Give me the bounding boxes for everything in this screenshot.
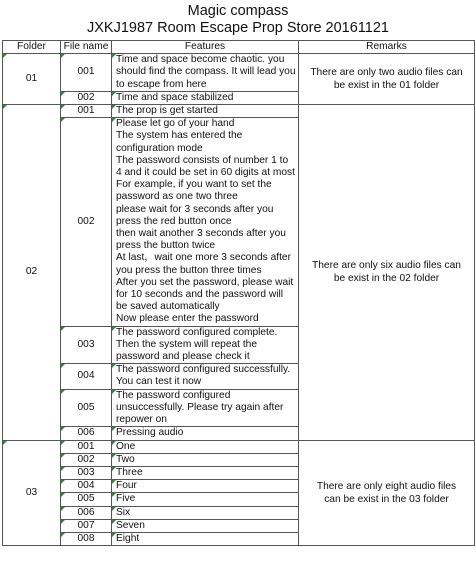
feature-line: Pressing audio xyxy=(116,427,184,439)
feature-line: for 10 seconds and the password will xyxy=(116,289,284,301)
remarks-cell: There are only two audio files can be exist in the 01 folder xyxy=(299,54,475,105)
header-file-name: File name xyxy=(61,41,112,54)
audio-file-table xyxy=(2,40,475,546)
header-features: Features xyxy=(112,41,299,54)
file-name-cell: 004 xyxy=(61,364,112,389)
feature-cell xyxy=(112,453,299,466)
feature-cell xyxy=(112,91,299,104)
feature-cell xyxy=(112,519,299,532)
feature-line: After you set the password, please wait xyxy=(116,276,294,288)
file-name-cell: 002 xyxy=(61,453,112,466)
file-name-cell: 003 xyxy=(61,326,112,364)
feature-cell xyxy=(112,118,299,326)
feature-line: press the red button once xyxy=(116,215,232,227)
feature-cell xyxy=(112,440,299,453)
feature-cell xyxy=(112,532,299,545)
feature-cell xyxy=(112,506,299,519)
file-name-cell: 001 xyxy=(61,440,112,453)
feature-line: to escape from here xyxy=(116,78,207,90)
document-subtitle: JXKJ1987 Room Escape Prop Store 20161121 xyxy=(86,20,389,36)
remarks-cell: There are only six audio files can be exist in the 02 folder xyxy=(299,105,475,440)
file-name-cell: 003 xyxy=(61,466,112,479)
folder-cell: 02 xyxy=(3,105,61,440)
feature-line: Eight xyxy=(116,532,140,544)
feature-line: Then the system will repeat the xyxy=(116,338,257,350)
file-name-cell: 005 xyxy=(61,493,112,506)
file-name-cell: 001 xyxy=(61,105,112,118)
table-row xyxy=(3,440,475,453)
file-name-cell: 005 xyxy=(61,389,112,427)
table-row xyxy=(3,105,475,118)
table-header-row xyxy=(3,41,475,54)
feature-line: be saved automatically xyxy=(116,301,220,313)
feature-line: configuration mode xyxy=(116,142,203,154)
feature-cell xyxy=(112,105,299,118)
folder-cell: 03 xyxy=(3,440,61,546)
feature-cell xyxy=(112,480,299,493)
feature-line: repower on xyxy=(116,414,167,426)
feature-line: The password configured successfully. xyxy=(116,364,291,376)
feature-line: You can test it now xyxy=(116,376,202,388)
feature-line: you press the button three times xyxy=(116,264,262,276)
feature-line: Time and space stabilized xyxy=(116,91,234,103)
feature-line: The prop is get started xyxy=(116,105,218,117)
feature-line: password as one two three xyxy=(116,191,238,203)
header-folder: Folder xyxy=(3,41,61,54)
feature-line: Please let go of your hand xyxy=(116,118,235,130)
feature-line: Now please enter the password xyxy=(116,313,259,325)
feature-line: The password configured xyxy=(116,389,231,401)
feature-line: Three xyxy=(116,466,143,478)
feature-line: Six xyxy=(116,506,131,518)
feature-line: At last，wait one more 3 seconds after xyxy=(116,252,291,264)
file-name-cell: 001 xyxy=(61,54,112,92)
feature-cell xyxy=(112,427,299,440)
file-name-cell: 007 xyxy=(61,519,112,532)
feature-line: please wait for 3 seconds after you xyxy=(116,203,274,215)
feature-cell xyxy=(112,364,299,389)
file-name-cell: 006 xyxy=(61,506,112,519)
file-name-cell: 008 xyxy=(61,532,112,545)
feature-line: Seven xyxy=(116,519,145,531)
feature-line: password and please check it xyxy=(116,351,250,363)
feature-line: Four xyxy=(116,480,137,492)
file-name-cell: 002 xyxy=(61,118,112,326)
feature-line: Time and space become chaotic. you xyxy=(116,54,285,66)
file-name-cell: 006 xyxy=(61,427,112,440)
feature-cell xyxy=(112,466,299,479)
remarks-cell: There are only eight audio files can be exist in the 03 folder xyxy=(299,440,475,546)
feature-line: then wait another 3 seconds after you xyxy=(116,228,286,240)
feature-cell xyxy=(112,326,299,364)
feature-line: unsuccessfully. Please try again after xyxy=(116,401,284,413)
table-row xyxy=(3,54,475,92)
file-name-cell: 004 xyxy=(61,480,112,493)
feature-line: The system has entered the xyxy=(116,130,243,142)
feature-line: press the button twice xyxy=(116,240,216,252)
feature-line: 4 and it could be set in 60 digits at most xyxy=(116,167,295,179)
document-title: Magic compass xyxy=(187,3,289,19)
feature-line: One xyxy=(116,440,136,452)
feature-line: For example, if you want to set the xyxy=(116,179,272,191)
feature-line: Two xyxy=(116,453,135,465)
file-name-cell: 002 xyxy=(61,91,112,104)
feature-cell xyxy=(112,389,299,427)
folder-cell: 01 xyxy=(3,54,61,105)
feature-line: The password configured complete. xyxy=(116,326,278,338)
header-remarks: Remarks xyxy=(299,41,475,54)
feature-cell xyxy=(112,493,299,506)
feature-line: should find the compass. It will lead you xyxy=(116,66,296,78)
feature-line: The password consists of number 1 to xyxy=(116,154,289,166)
table-body xyxy=(3,54,475,546)
feature-cell xyxy=(112,54,299,92)
feature-line: Five xyxy=(116,493,136,505)
